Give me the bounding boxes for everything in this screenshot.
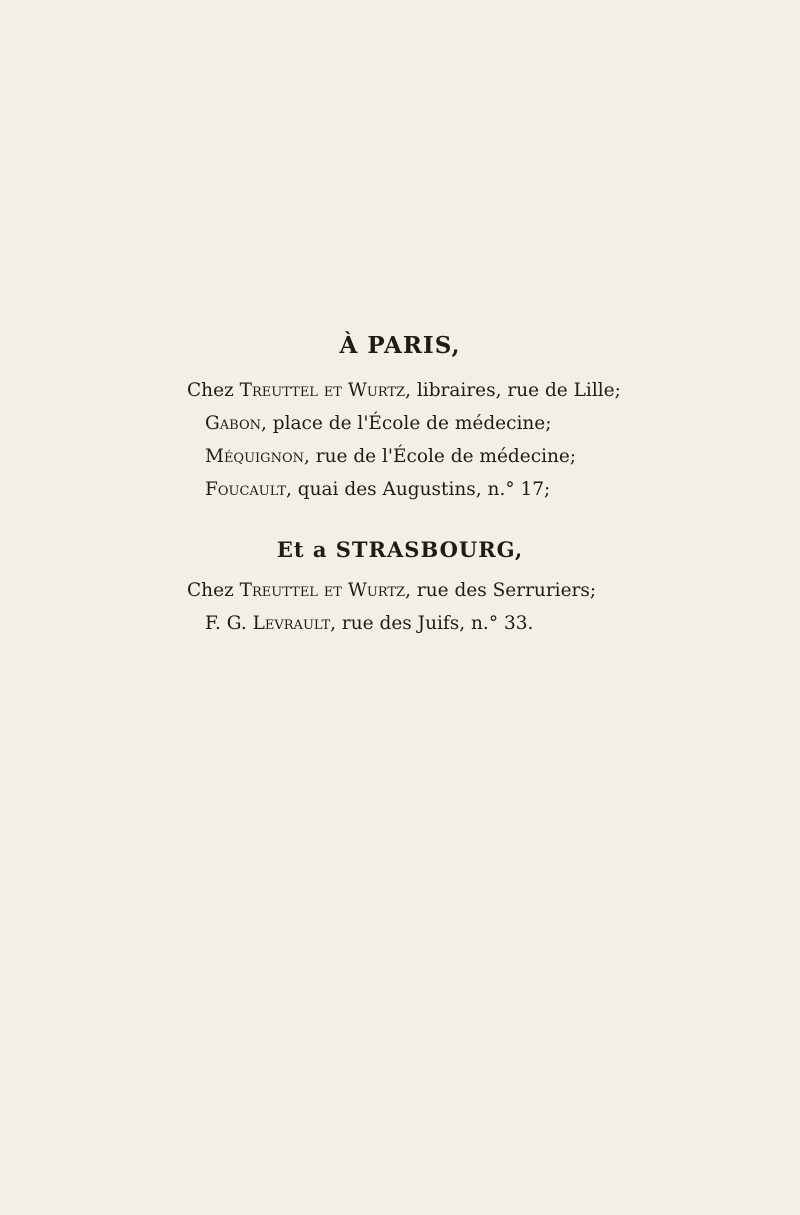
bookseller-name: Treuttel et Wurtz [239, 380, 406, 401]
line-address: , rue des Juifs, n.° 33. [330, 613, 534, 634]
imprint-line-paris-3 [205, 446, 576, 467]
paris-heading: À PARIS, [339, 332, 461, 359]
imprint-line-paris-2 [205, 413, 552, 434]
strasbourg-heading: Et a STRASBOURG, [276, 537, 524, 562]
line-address: , rue de l'École de médecine; [303, 446, 577, 467]
bookseller-name: Méquignon [205, 446, 304, 467]
line-address: , libraires, rue de Lille; [405, 380, 621, 401]
line-prefix: Chez [187, 580, 240, 601]
bookseller-name: Treuttel et Wurtz [239, 580, 406, 601]
bookseller-name: Gabon [205, 413, 261, 434]
imprint-line-strasbourg-1 [187, 580, 596, 601]
bookseller-name: Foucault [205, 479, 286, 500]
line-prefix: Chez [187, 380, 240, 401]
line-address: , quai des Augustins, n.° 17; [286, 479, 551, 500]
line-prefix: F. G. [205, 613, 253, 634]
imprint-line-paris-1 [187, 380, 621, 401]
line-address: , place de l'École de médecine; [261, 413, 552, 434]
bookseller-name: Levrault [252, 613, 331, 634]
line-address: , rue des Serruriers; [405, 580, 597, 601]
imprint-line-paris-4 [205, 479, 550, 500]
imprint-line-strasbourg-2 [205, 613, 533, 634]
